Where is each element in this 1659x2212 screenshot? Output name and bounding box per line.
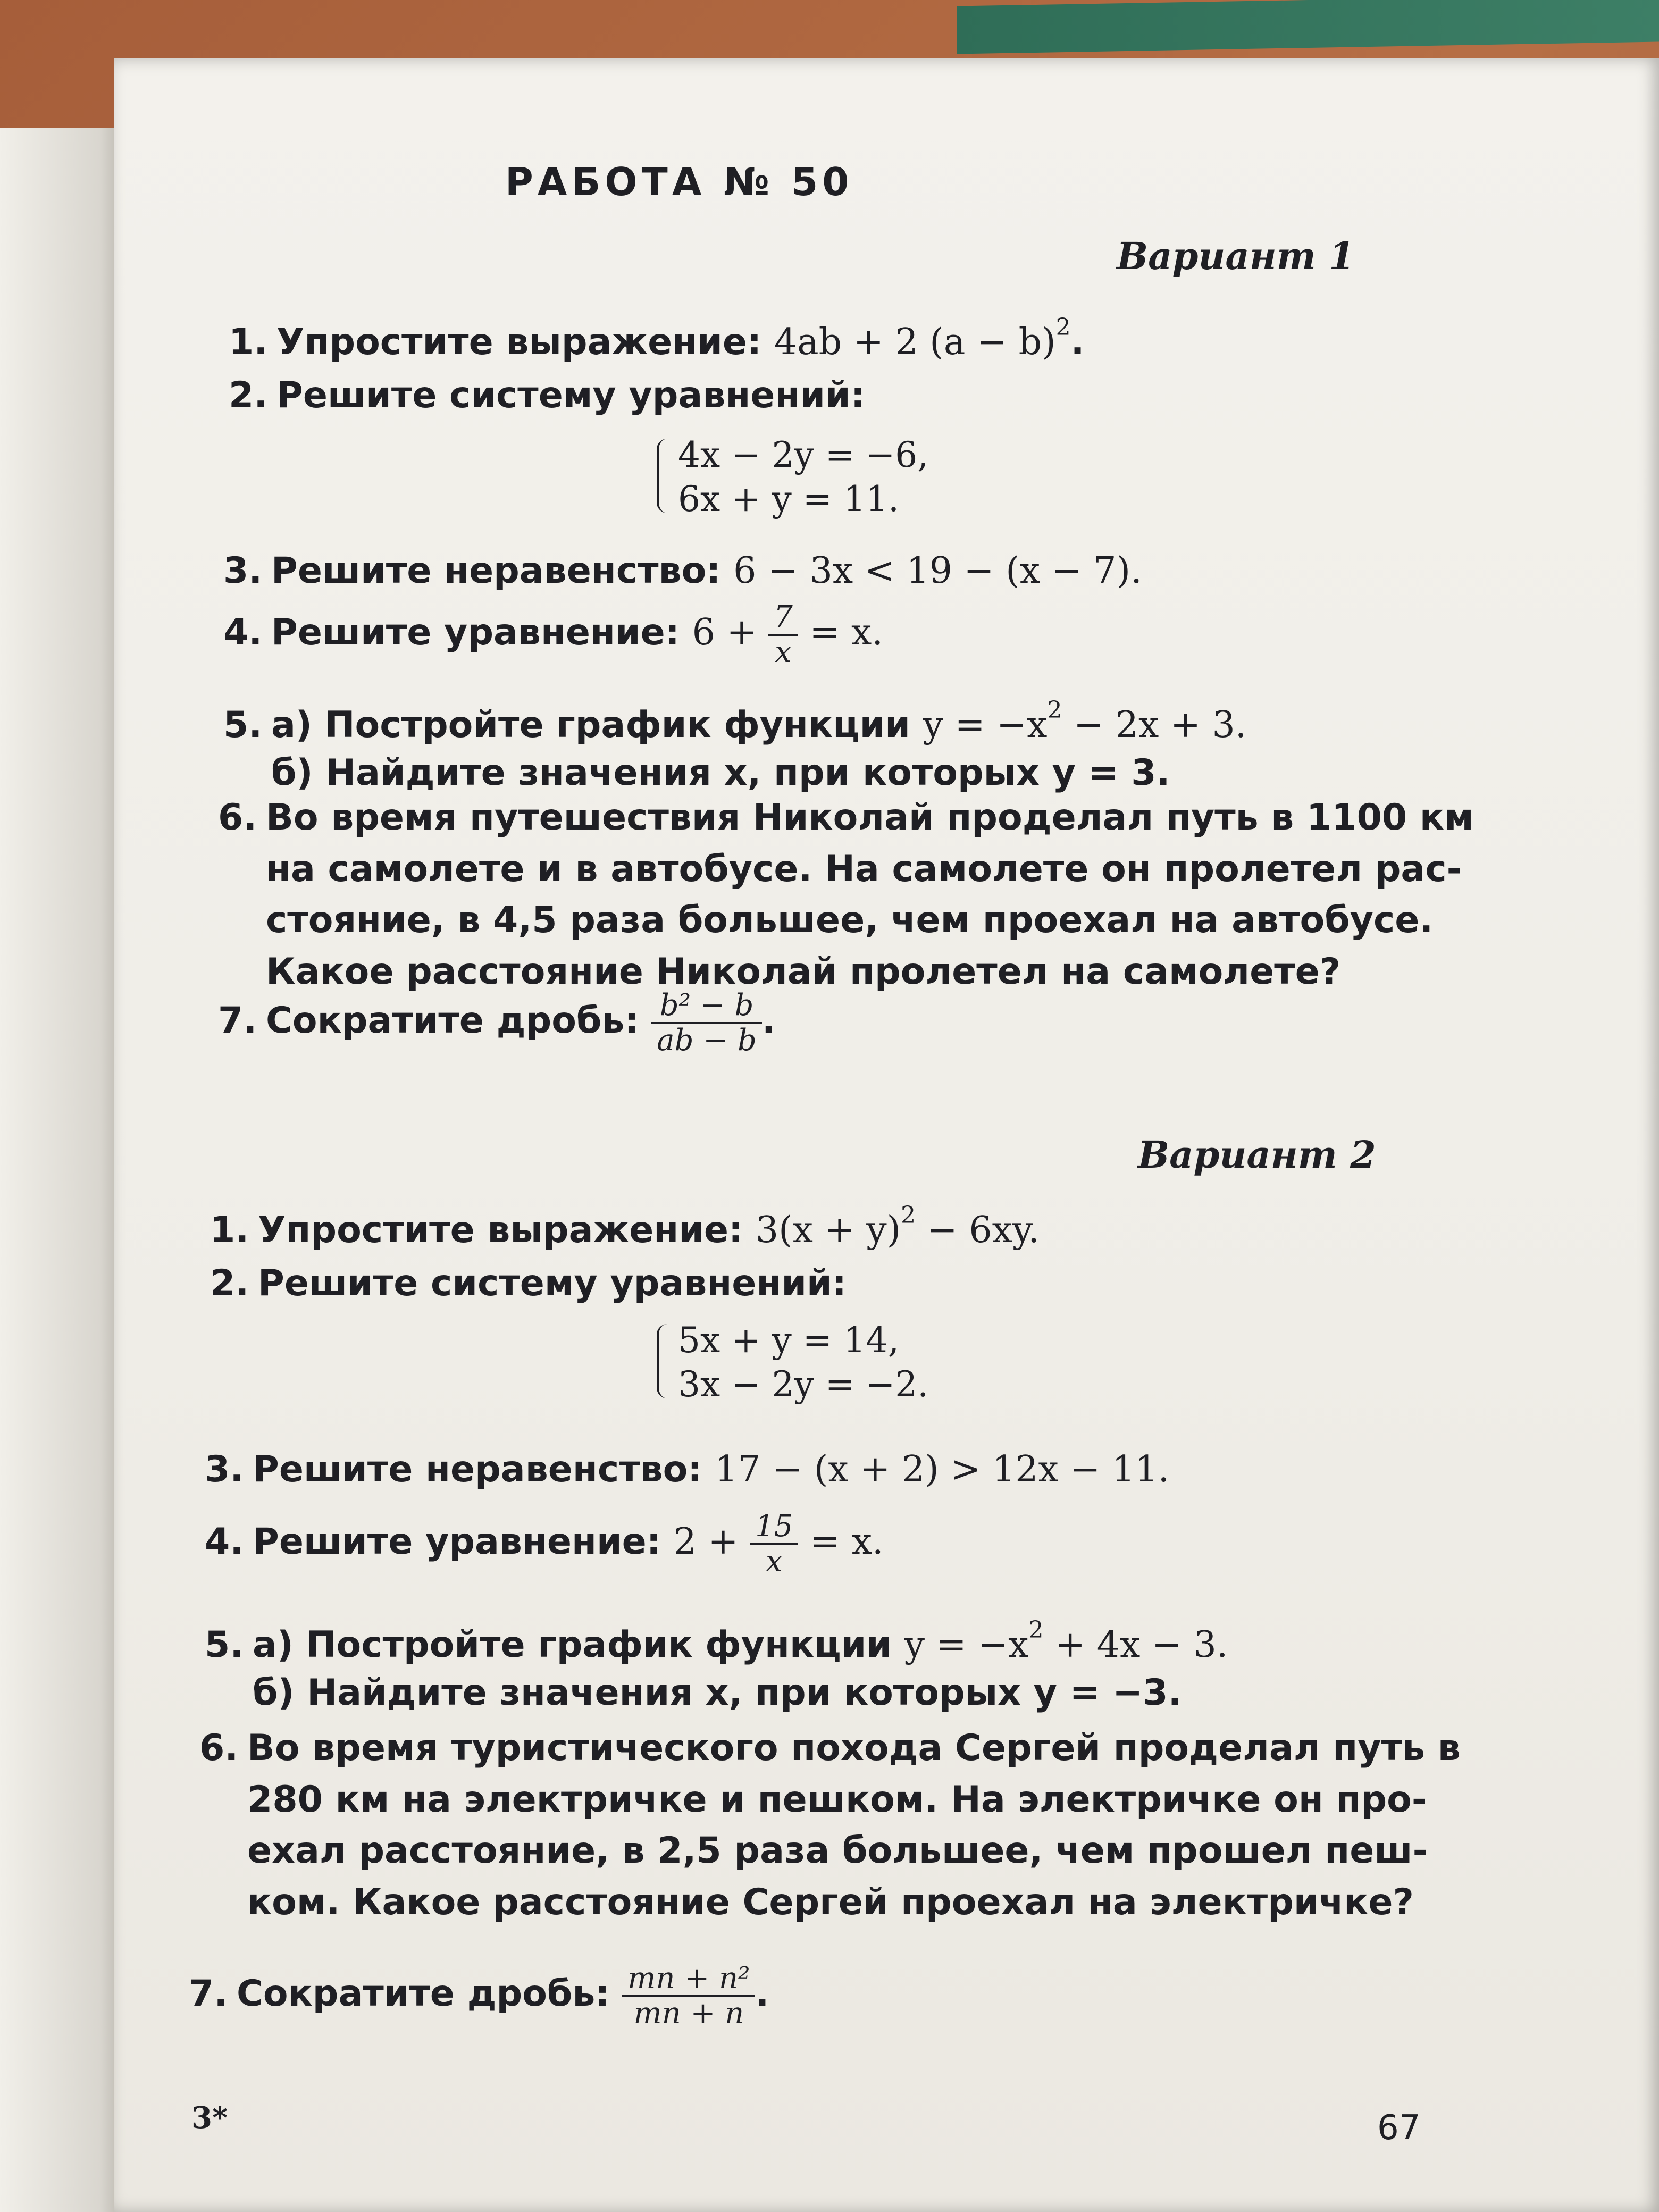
- fraction: $\frac{\text{mn + n²}}{mn + n}$: [622, 1962, 755, 2030]
- fraction: $\frac{\text{b² − b}}{ab - b}$: [651, 989, 762, 1057]
- v2-task-5b: б) Найдите значения x, при которых y = −3.: [253, 1672, 1182, 1714]
- v1-task-5b: б) Найдите значения x, при которых y = 3.: [271, 752, 1170, 794]
- fraction: $\frac{7}{x}$: [768, 601, 798, 668]
- fraction: $\frac{15}{x}$: [750, 1510, 798, 1578]
- v2-task-1: 1. Упростите выражение: $3(x + y)^2 - 6xy$.: [210, 1202, 1040, 1251]
- page-title: РАБОТА № 50: [505, 160, 853, 204]
- v1-task-3: 3. Решите неравенство: 6 − 3x < 19 − (x − 7).: [223, 550, 1142, 592]
- v2-task-7: 7. Сократите дробь: $\frac{\text{mn + n²}}{mn + n}$ .: [189, 1961, 769, 2031]
- signature-mark: 3*: [191, 2100, 228, 2135]
- v2-task-5a: 5. а) Постройте график функции $y = -x^2 + 4x - 3$.: [205, 1616, 1228, 1666]
- v2-task-3: 3. Решите неравенство: 17 − (x + 2) > 12x − 11.: [205, 1448, 1170, 1490]
- v2-equation-system: 5x + y = 14, 3x − 2y = −2.: [657, 1319, 928, 1406]
- v1-task-7: 7. Сократите дробь: $\frac{\text{b² − b}}{ab - b}$ .: [218, 988, 776, 1058]
- brace: [657, 1324, 673, 1398]
- v2-task-6: 6. Во время туристического похода Сергей проделал путь в 280 км на электричке и пешком. На электричке он про- ехал расстояние, в 2,5 раза большее, чем прошел пеш- ком. Какое расстояние Сергей проехал на электричке?: [199, 1727, 1461, 1923]
- variant-1-heading: Вариант 1: [1117, 234, 1355, 278]
- v2-task-2: 2. Решите систему уравнений:: [210, 1262, 847, 1304]
- v2-task-4: 4. Решите уравнение: 2 + $\frac{15}{x}$ = x.: [205, 1509, 884, 1579]
- book-page: [114, 58, 1659, 2212]
- v1-task-5a: 5. а) Постройте график функции $y = -x^2 - 2x + 3$.: [223, 697, 1247, 746]
- v1-equation-system: 4x − 2y = −6, 6x + y = 11.: [657, 433, 928, 521]
- v1-task-1: 1. Упростите выражение: 4ab + 2 $(a - b)^2$.: [229, 314, 1085, 363]
- page-number: 67: [1377, 2108, 1421, 2148]
- brace: [657, 439, 673, 513]
- v1-task-2: 2. Решите систему уравнений:: [229, 374, 865, 416]
- v1-task-4: 4. Решите уравнение: 6 + $\frac{7}{x}$ = x.: [223, 600, 883, 669]
- variant-2-heading: Вариант 2: [1138, 1133, 1376, 1177]
- v1-task-6: 6. Во время путешествия Николай проделал путь в 1100 км на самолете и в автобусе. На самолете он пролетел рас- стояние, в 4,5 раза большее, чем проехал на автобусе. Какое расстояние Николай пролетел на самолете?: [218, 797, 1474, 993]
